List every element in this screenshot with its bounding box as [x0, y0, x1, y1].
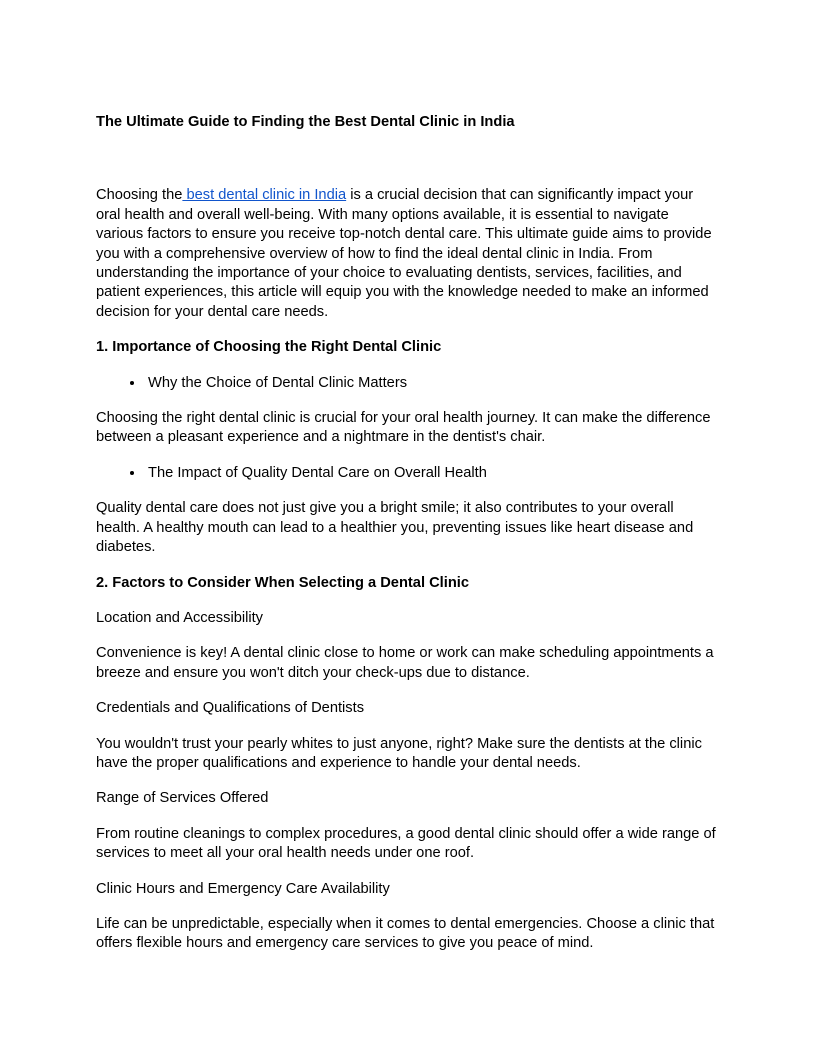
- paragraph: Convenience is key! A dental clinic close to home or work can make scheduling appointments a breeze and ensure you won't ditch your check-ups due to distance.: [96, 645, 714, 681]
- intro-paragraph: [96, 186, 720, 322]
- subheading-location: Location and Accessibility: [96, 609, 264, 626]
- paragraph: Choosing the right dental clinic is crucial for your oral health journey. It can make the difference between a pleasant experience and a nightmare in the dentist's chair.: [96, 410, 711, 446]
- paragraph: From routine cleanings to complex procedures, a good dental clinic should offer a wide range of services to meet all your oral health needs under one roof.: [96, 825, 716, 862]
- document-title: The Ultimate Guide to Finding the Best Dental Clinic in India: [96, 114, 515, 130]
- bullet-list: [96, 464, 720, 483]
- bullet-item: • The Impact of Quality Dental Care on Overall Health: [145, 464, 720, 483]
- section-2-heading: 2. Factors to Consider When Selecting a Dental Clinic: [96, 574, 469, 591]
- subheading-services: Range of Services Offered: [96, 790, 269, 807]
- subheading-credentials: Credentials and Qualifications of Dentists: [96, 700, 365, 717]
- section-1-heading: 1. Importance of Choosing the Right Dental Clinic: [96, 339, 442, 356]
- paragraph: Life can be unpredictable, especially when it comes to dental emergencies. Choose a clinic that offers flexible hours and emergency care services to give you peace of mind.: [96, 915, 715, 952]
- bullet-list: [96, 374, 720, 393]
- best-dental-clinic-link[interactable]: best dental clinic in India: [182, 187, 347, 204]
- subheading-hours: Clinic Hours and Emergency Care Availability: [96, 880, 390, 897]
- intro-text-before-link: Choosing the: [96, 187, 183, 204]
- paragraph: Quality dental care does not just give you a bright smile; it also contributes to your overall health. A healthy mouth can lead to a healthier you, preventing issues like heart disease and diabetes.: [96, 500, 694, 556]
- intro-text-after-link: is a crucial decision that can significantly impact your oral health and overall well-being. With many options available, it is essential to navigate various factors to ensure you receive top-notch dental care. This ultimate guide aims to provide you with a comprehensive overview of how to find the ideal dental clinic in India. From understanding the importance of your choice to evaluating dentists, services, facilities, and patient experiences, this article will equip you with the knowledge needed to make an informed decision for your dental care needs.: [96, 187, 712, 320]
- paragraph: You wouldn't trust your pearly whites to just anyone, right? Make sure the dentists at the clinic have the proper qualifications and experience to handle your dental needs.: [96, 735, 702, 771]
- bullet-item: • Why the Choice of Dental Clinic Matters: [145, 374, 720, 393]
